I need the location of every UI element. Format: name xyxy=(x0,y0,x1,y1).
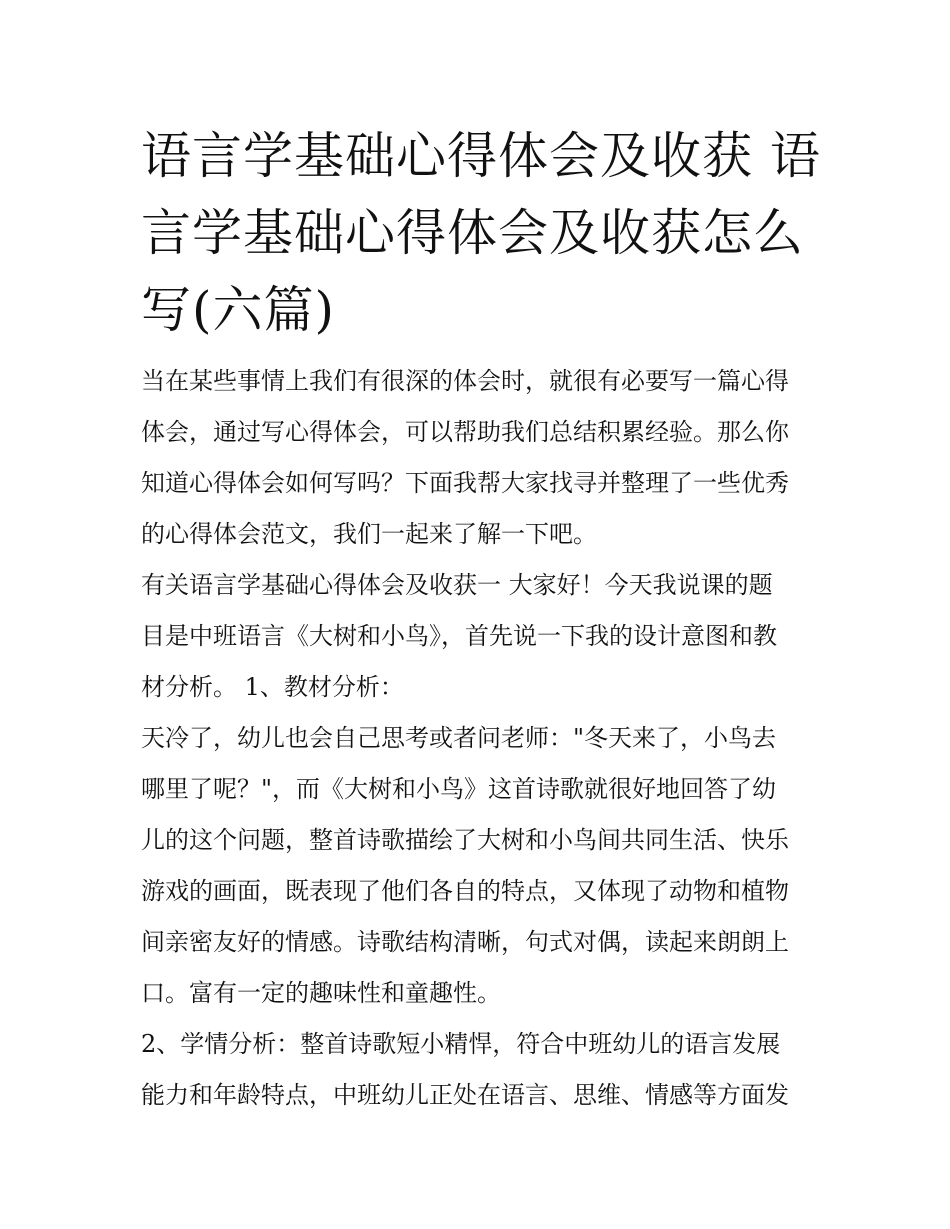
title-line: 写(六篇) xyxy=(141,281,336,339)
text-line: 目是中班语言《大树和小鸟》，首先说一下我的设计意图和教 xyxy=(141,622,777,650)
text-line: 的心得体会范文，我们一起来了解一下吧。 xyxy=(141,520,597,548)
text-line: 知道心得体会如何写吗？下面我帮大家找寻并整理了一些优秀 xyxy=(141,469,789,497)
paragraph-material-analysis xyxy=(141,713,831,1019)
text-line: 有关语言学基础心得体会及收获一 大家好！今天我说课的题 xyxy=(141,571,773,599)
text-line: 材分析。 1、教材分析： xyxy=(141,673,404,701)
document-body xyxy=(141,356,831,1121)
text-line: 2、学情分析：整首诗歌短小精悍，符合中班幼儿的语言发展 xyxy=(141,1030,781,1058)
document-title xyxy=(141,118,821,349)
text-line: 儿的这个问题，整首诗歌描绘了大树和小鸟间共同生活、快乐 xyxy=(141,826,789,854)
text-line: 天冷了，幼儿也会自己思考或者问老师："冬天来了，小鸟去 xyxy=(141,724,777,752)
paragraph-section-one xyxy=(141,560,831,713)
text-line: 游戏的画面，既表现了他们各自的特点，又体现了动物和植物 xyxy=(141,877,789,905)
text-line: 当在某些事情上我们有很深的体会时，就很有必要写一篇心得 xyxy=(141,367,789,395)
text-line: 体会，通过写心得体会，可以帮助我们总结积累经验。那么你 xyxy=(141,418,789,446)
text-line: 口。富有一定的趣味性和童趣性。 xyxy=(141,979,501,1007)
text-line: 能力和年龄特点，中班幼儿正处在语言、思维、情感等方面发 xyxy=(141,1081,789,1109)
text-line: 哪里了呢？"，而《大树和小鸟》这首诗歌就很好地回答了幼 xyxy=(141,775,777,803)
paragraph-intro xyxy=(141,356,831,560)
paragraph-learner-analysis xyxy=(141,1019,831,1121)
text-line: 间亲密友好的情感。诗歌结构清晰，句式对偶，读起来朗朗上 xyxy=(141,928,789,956)
title-line: 言学基础心得体会及收获怎么 xyxy=(141,204,804,262)
title-line: 语言学基础心得体会及收获 语 xyxy=(141,127,821,185)
